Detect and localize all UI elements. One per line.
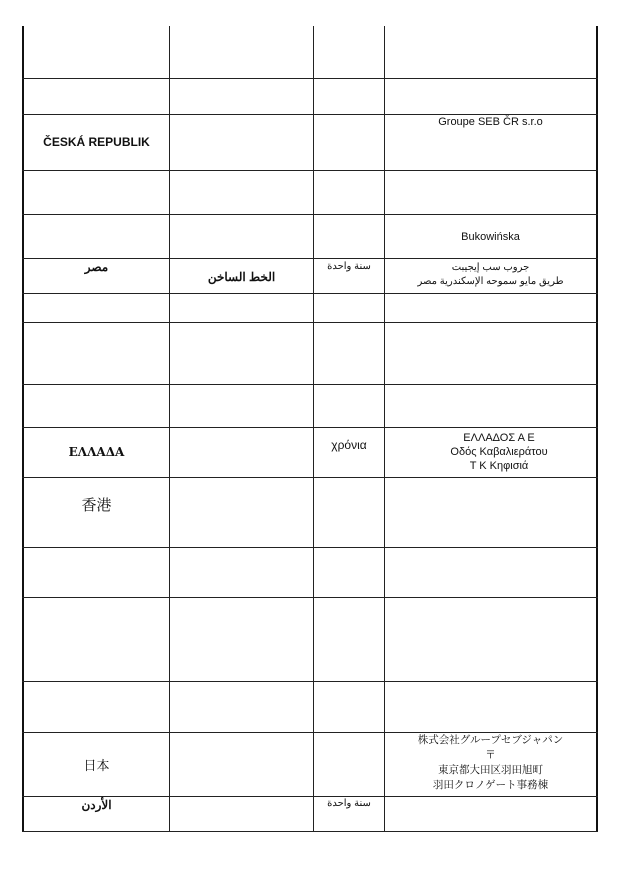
country-name-egypt: مصر — [84, 260, 109, 274]
table-right-border — [596, 26, 598, 832]
row-divider — [22, 293, 598, 294]
warranty-period-greece: χρόνια — [331, 438, 367, 452]
warranty-period-egypt: سنة واحدة — [327, 261, 371, 272]
country-name-hong-kong: 香港 — [81, 496, 112, 514]
row-divider — [22, 78, 598, 79]
country-name-greece: ΕΛΛΑΔΑ — [68, 445, 125, 459]
table-bottom-border — [22, 831, 598, 832]
service-center-address-egypt: جروب سب إيجيبت طريق مايو سموحه الإسكندرية مصر — [417, 262, 564, 287]
row-divider — [22, 597, 598, 598]
column-divider — [313, 26, 314, 832]
column-divider — [169, 26, 170, 832]
row-divider — [22, 796, 598, 797]
row-divider — [22, 384, 598, 385]
service-center-address-czech: Groupe SEB ČR s.r.o — [438, 116, 543, 128]
country-name-czech: ČESKÁ REPUBLIK — [43, 135, 150, 149]
row-divider — [22, 681, 598, 682]
hotline-label-egypt: الخط الساخن — [207, 270, 276, 284]
row-divider — [22, 258, 598, 259]
country-name-jordan: الأردن — [81, 798, 112, 812]
service-center-address-japan: 株式会社グループセブジャパン 〒 東京都大田区羽田旭町 羽田クロノゲート事務棟 — [417, 734, 564, 791]
service-center-address-greece: ΕΛΛΑΔΟΣ Α Ε Οδός Καβαλιεράτου Τ Κ Κηφισιά — [450, 432, 548, 472]
row-divider — [22, 477, 598, 478]
country-name-japan: 日本 — [83, 758, 110, 774]
row-divider — [22, 547, 598, 548]
country-table — [22, 26, 598, 832]
row-divider — [22, 170, 598, 171]
row-divider — [22, 322, 598, 323]
service-center-address-poland: Bukowińska — [461, 231, 520, 243]
warranty-period-jordan: سنة واحدة — [327, 798, 371, 809]
